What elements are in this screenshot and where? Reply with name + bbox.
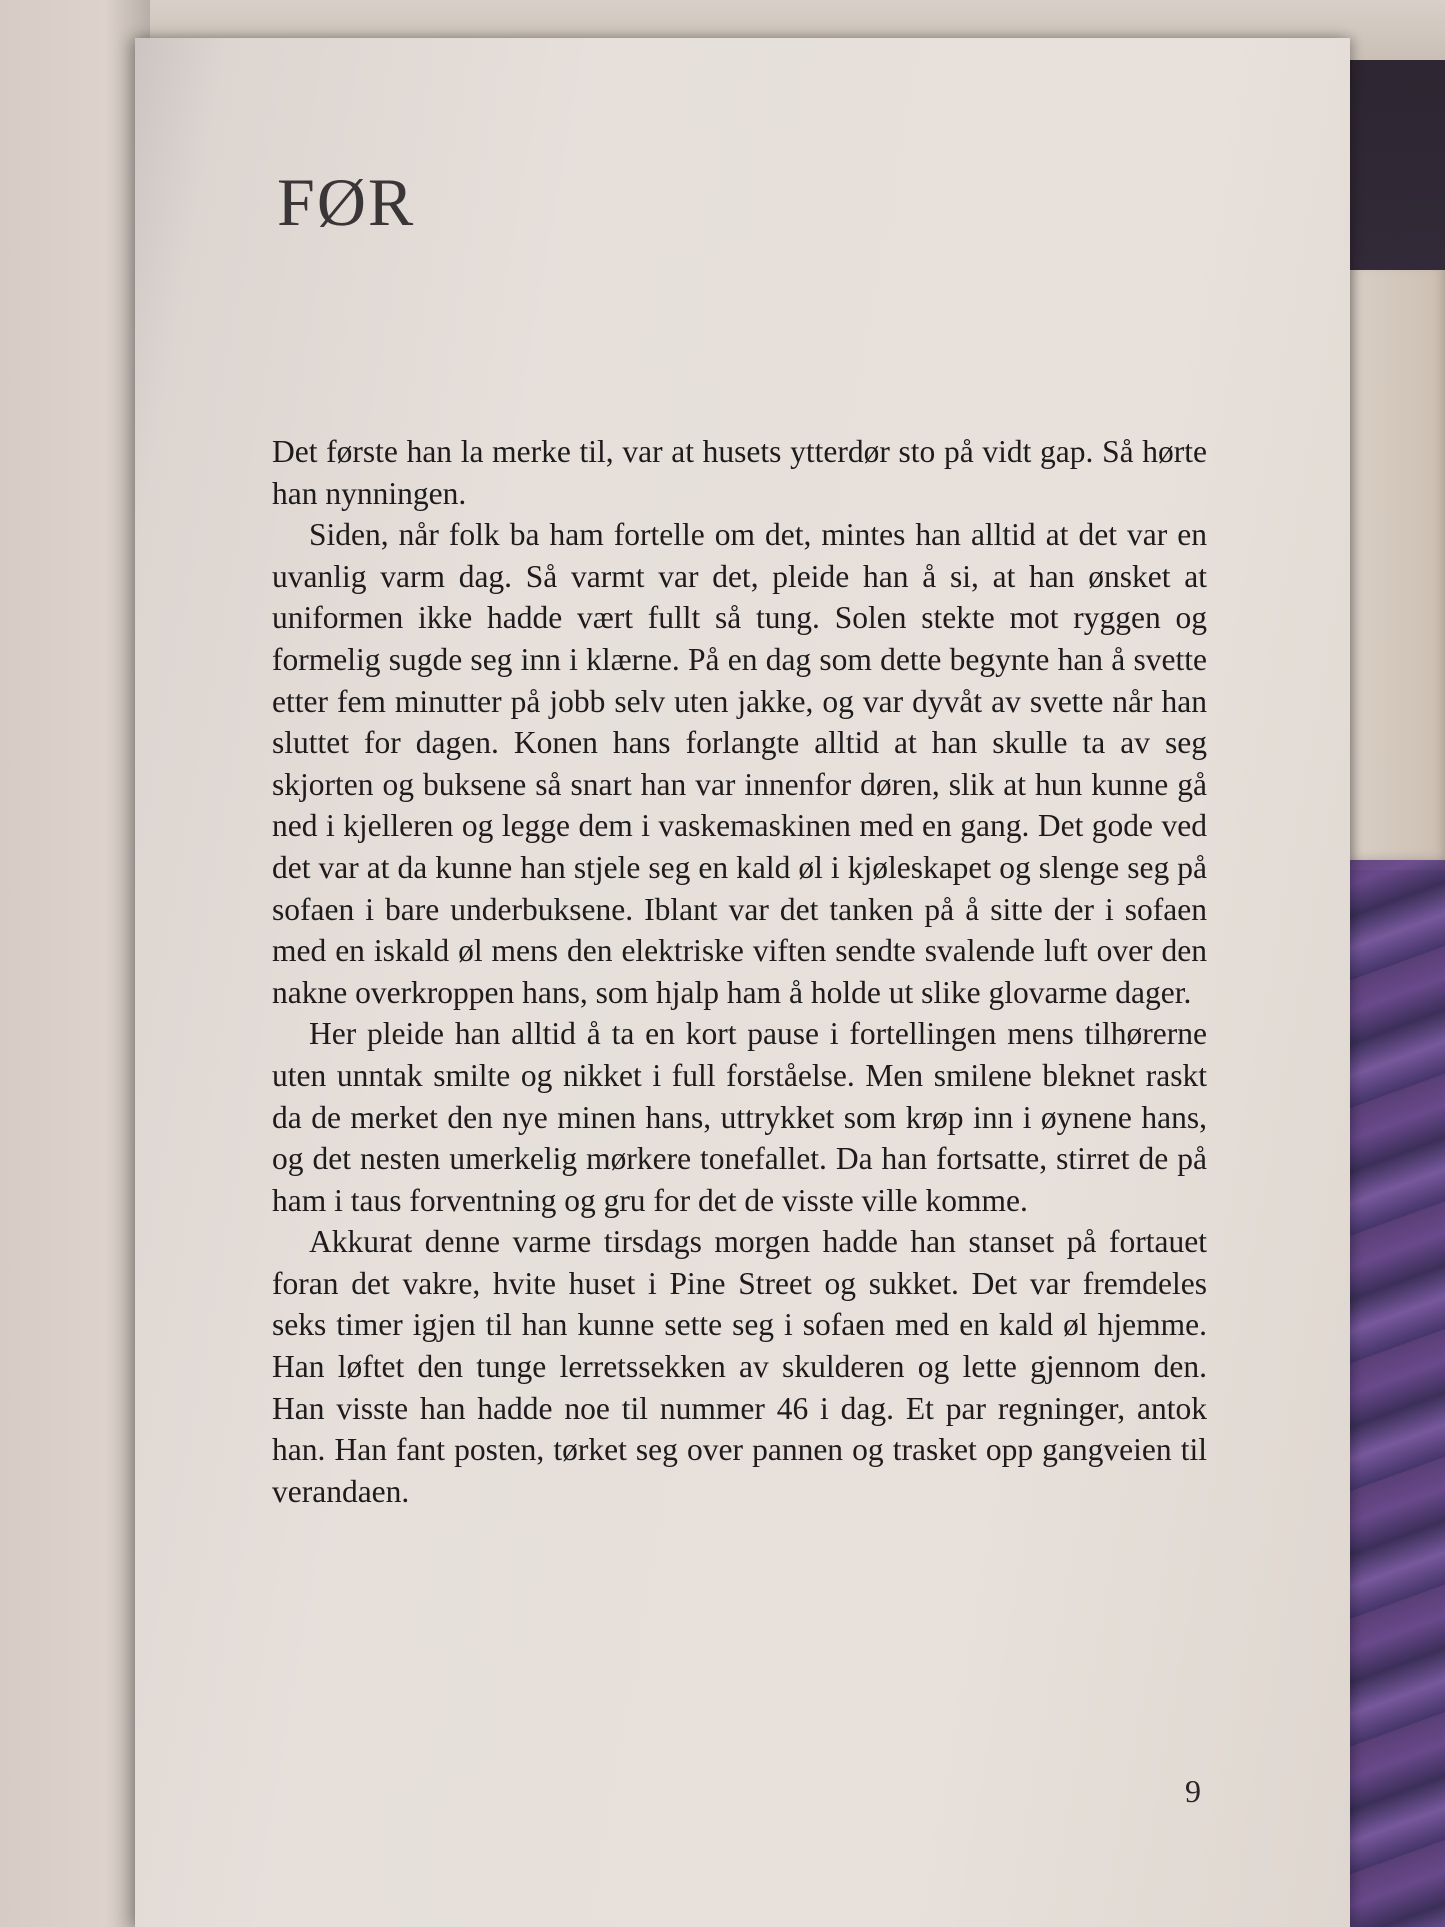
chapter-title: FØR [277, 164, 416, 240]
paragraph-3: Her pleide han alltid å ta en kort pause i fortellingen mens tilhørerne uten unntak smilte og nikket i full forståelse. Men smilene bleknet raskt da de merket den nye minen hans, uttrykket som krøp inn i øynene hans, og det nesten umerkelig mørkere tonefallet. Da han fortsatte, stirret de på ham i taus forventning og gru for det de visste ville komme. [272, 1016, 1207, 1218]
left-page-edge [0, 0, 150, 1927]
book-page [135, 38, 1350, 1927]
page-number: 9 [1185, 1773, 1201, 1809]
paragraph-4: Akkurat denne varme tirsdags morgen hadde han stanset på fortauet foran det vakre, hvite huset i Pine Street og sukket. Det var fremdeles seks timer igjen til han kunne sette seg i sofaen med en kald øl hjemme. Han løftet den tunge lerretssekken av skulderen og lette gjennom den. Han visste han hadde noe til nummer 46 i dag. Et par regninger, antok han. Han fant posten, tørket seg over pannen og trasket opp gangveien til verandaen. [272, 1224, 1207, 1509]
paragraph-2: Siden, når folk ba ham fortelle om det, mintes han alltid at det var en uvanlig varm dag. Så varmt var det, pleide han å si, at han ønsket at uniformen ikke hadde vært fullt så tung. Solen stekte mot ryggen og formelig sugde seg inn i klærne. På en dag som dette begynte han å svette etter fem minutter på jobb selv uten jakke, og var dyvåt av svette når han sluttet for dagen. Konen hans forlangte alltid at han skulle ta av seg skjorten og buksene så snart han var innenfor døren, slik at hun kunne gå ned i kjelleren og legge dem i vaskemaskinen med en gang. Det gode ved det var at da kunne han stjele seg en kald øl i kjøleskapet og slenge seg på sofaen i bare underbuksene. Iblant var det tanken på å sitte der i sofaen med en iskald øl mens den elektriske viften sendte svalende luft over den nakne overkroppen hans, som hjalp ham å holde ut slike glovarme dager. [272, 517, 1207, 1010]
adjacent-book [1350, 270, 1445, 870]
paragraph-1: Det første han la merke til, var at husets ytterdør sto på vidt gap. Så hørte han nynningen. [272, 434, 1207, 511]
body-text [272, 431, 1207, 1512]
